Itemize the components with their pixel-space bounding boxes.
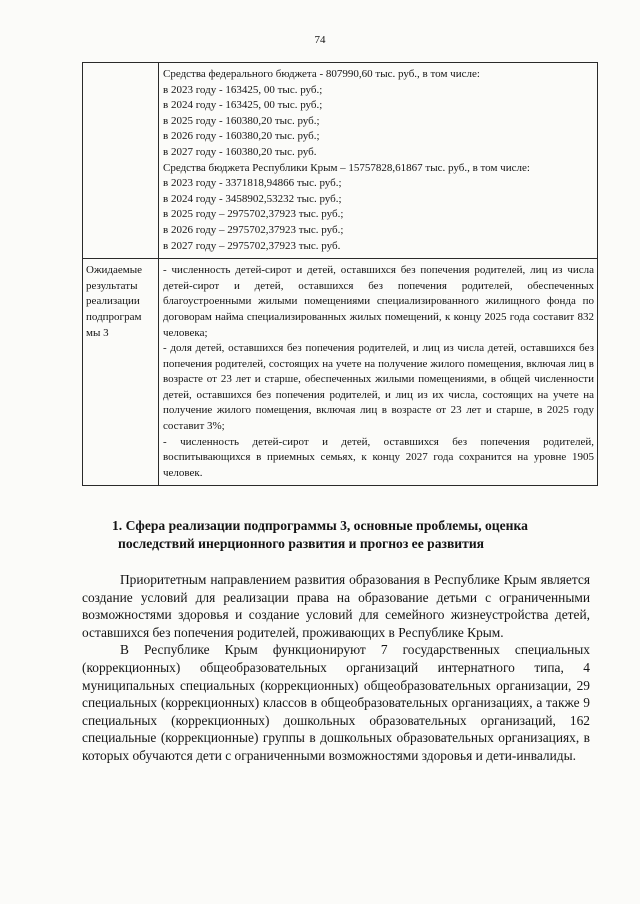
body-paragraph-priority: Приоритетным направлением развития образования в Республике Крым является создание условий для реализации права на образование детьми с ограниченными возможностями здоровья и создание условий для семейного жизнеустройства детей, оставшихся без попечения родителей, проживающих в Республике Крым. bbox=[82, 572, 590, 640]
federal-2025: в 2025 году - 160380,20 тыс. руб.; bbox=[163, 114, 320, 127]
expected-results-label bbox=[83, 259, 159, 486]
result-item-housing-share: - доля детей, оставшихся без попечения родителей, и лиц из числа детей, оставшихся без попечения родителей, состоящих на учете на получение жилого помещения, включая лиц в возрасте от 23 лет и старше, обеспеченных жилыми помещениями, в общей численности детей, оставшихся без попечения родителей, и лиц из их числа, состоящих на учете на получение жилого помещения, включая лиц в возрасте от 23 лет и старше, в 2025 году составит 3%; bbox=[163, 342, 594, 433]
section-heading-line-1: 1. Сфера реализации подпрограммы 3, основные проблемы, оценка bbox=[112, 518, 528, 533]
funding-label-cell bbox=[83, 63, 159, 259]
page-number: 74 bbox=[314, 34, 326, 46]
federal-2026: в 2026 году - 160380,20 тыс. руб.; bbox=[163, 130, 320, 143]
expected-results-content bbox=[159, 259, 598, 486]
crimea-budget-total: Средства бюджета Республики Крым – 15757828,61867 тыс. руб., в том числе: bbox=[163, 161, 530, 174]
label-line: Ожидаемые bbox=[86, 264, 143, 277]
label-line: реализации bbox=[86, 295, 140, 308]
result-item-orphans-housing: - численность детей-сирот и детей, оставшихся без попечения родителей, лиц из числа детей-сирот и детей, оставшихся без попечения родителей, обеспеченных благоустроенными жилыми помещениями специализированного жилищного фонда по договорам найма специализированных жилых помещений, к концу 2025 года составит 832 человека; bbox=[163, 264, 594, 339]
section-heading bbox=[112, 517, 602, 553]
federal-2023: в 2023 году - 163425, 00 тыс. руб.; bbox=[163, 83, 323, 96]
section-heading-line-2: последствий инерционного развития и прогноз ее развития bbox=[118, 536, 485, 551]
label-line: подпрограм bbox=[86, 310, 142, 323]
crimea-2026: в 2026 году – 2975702,37923 тыс. руб.; bbox=[163, 223, 344, 236]
federal-2027: в 2027 году - 160380,20 тыс. руб. bbox=[163, 145, 317, 158]
subprogram-passport-table bbox=[82, 62, 598, 486]
federal-budget-total: Средства федерального бюджета - 807990,60 тыс. руб., в том числе: bbox=[163, 68, 480, 80]
crimea-2024: в 2024 году - 3458902,53232 тыс. руб.; bbox=[163, 192, 342, 205]
funding-row bbox=[83, 63, 598, 259]
result-item-foster-families: - численность детей-сирот и детей, оставшихся без попечения родителей, воспитывающихся в приемных семьях, к концу 2027 года сохранится на уровне 1905 человек. bbox=[163, 435, 594, 479]
expected-results-row bbox=[83, 259, 598, 486]
section-body bbox=[82, 571, 590, 765]
crimea-2023: в 2023 году - 3371818,94866 тыс. руб.; bbox=[163, 177, 342, 190]
crimea-2025: в 2025 году – 2975702,37923 тыс. руб.; bbox=[163, 208, 344, 221]
body-paragraph-institutions: В Республике Крым функционируют 7 государственных специальных (коррекционных) общеобразовательных организаций интернатного типа, 4 муниципальных специальных (коррекционных) общеобразовательных организации, 29 специальных (коррекционных) классов в общеобразовательных организациях, а также 9 специальных (коррекционных) дошкольных образовательных организаций, 162 специальные (коррекционные) группы в дошкольных образовательных организациях, в которых обучаются дети с ограниченными возможностями здоровья и дети-инвалиды. bbox=[82, 642, 590, 763]
crimea-2027: в 2027 году – 2975702,37923 тыс. руб. bbox=[163, 239, 341, 252]
label-line: мы 3 bbox=[86, 326, 109, 339]
label-line: результаты bbox=[86, 279, 138, 292]
funding-content-cell bbox=[159, 63, 598, 259]
federal-2024: в 2024 году - 163425, 00 тыс. руб.; bbox=[163, 99, 323, 112]
